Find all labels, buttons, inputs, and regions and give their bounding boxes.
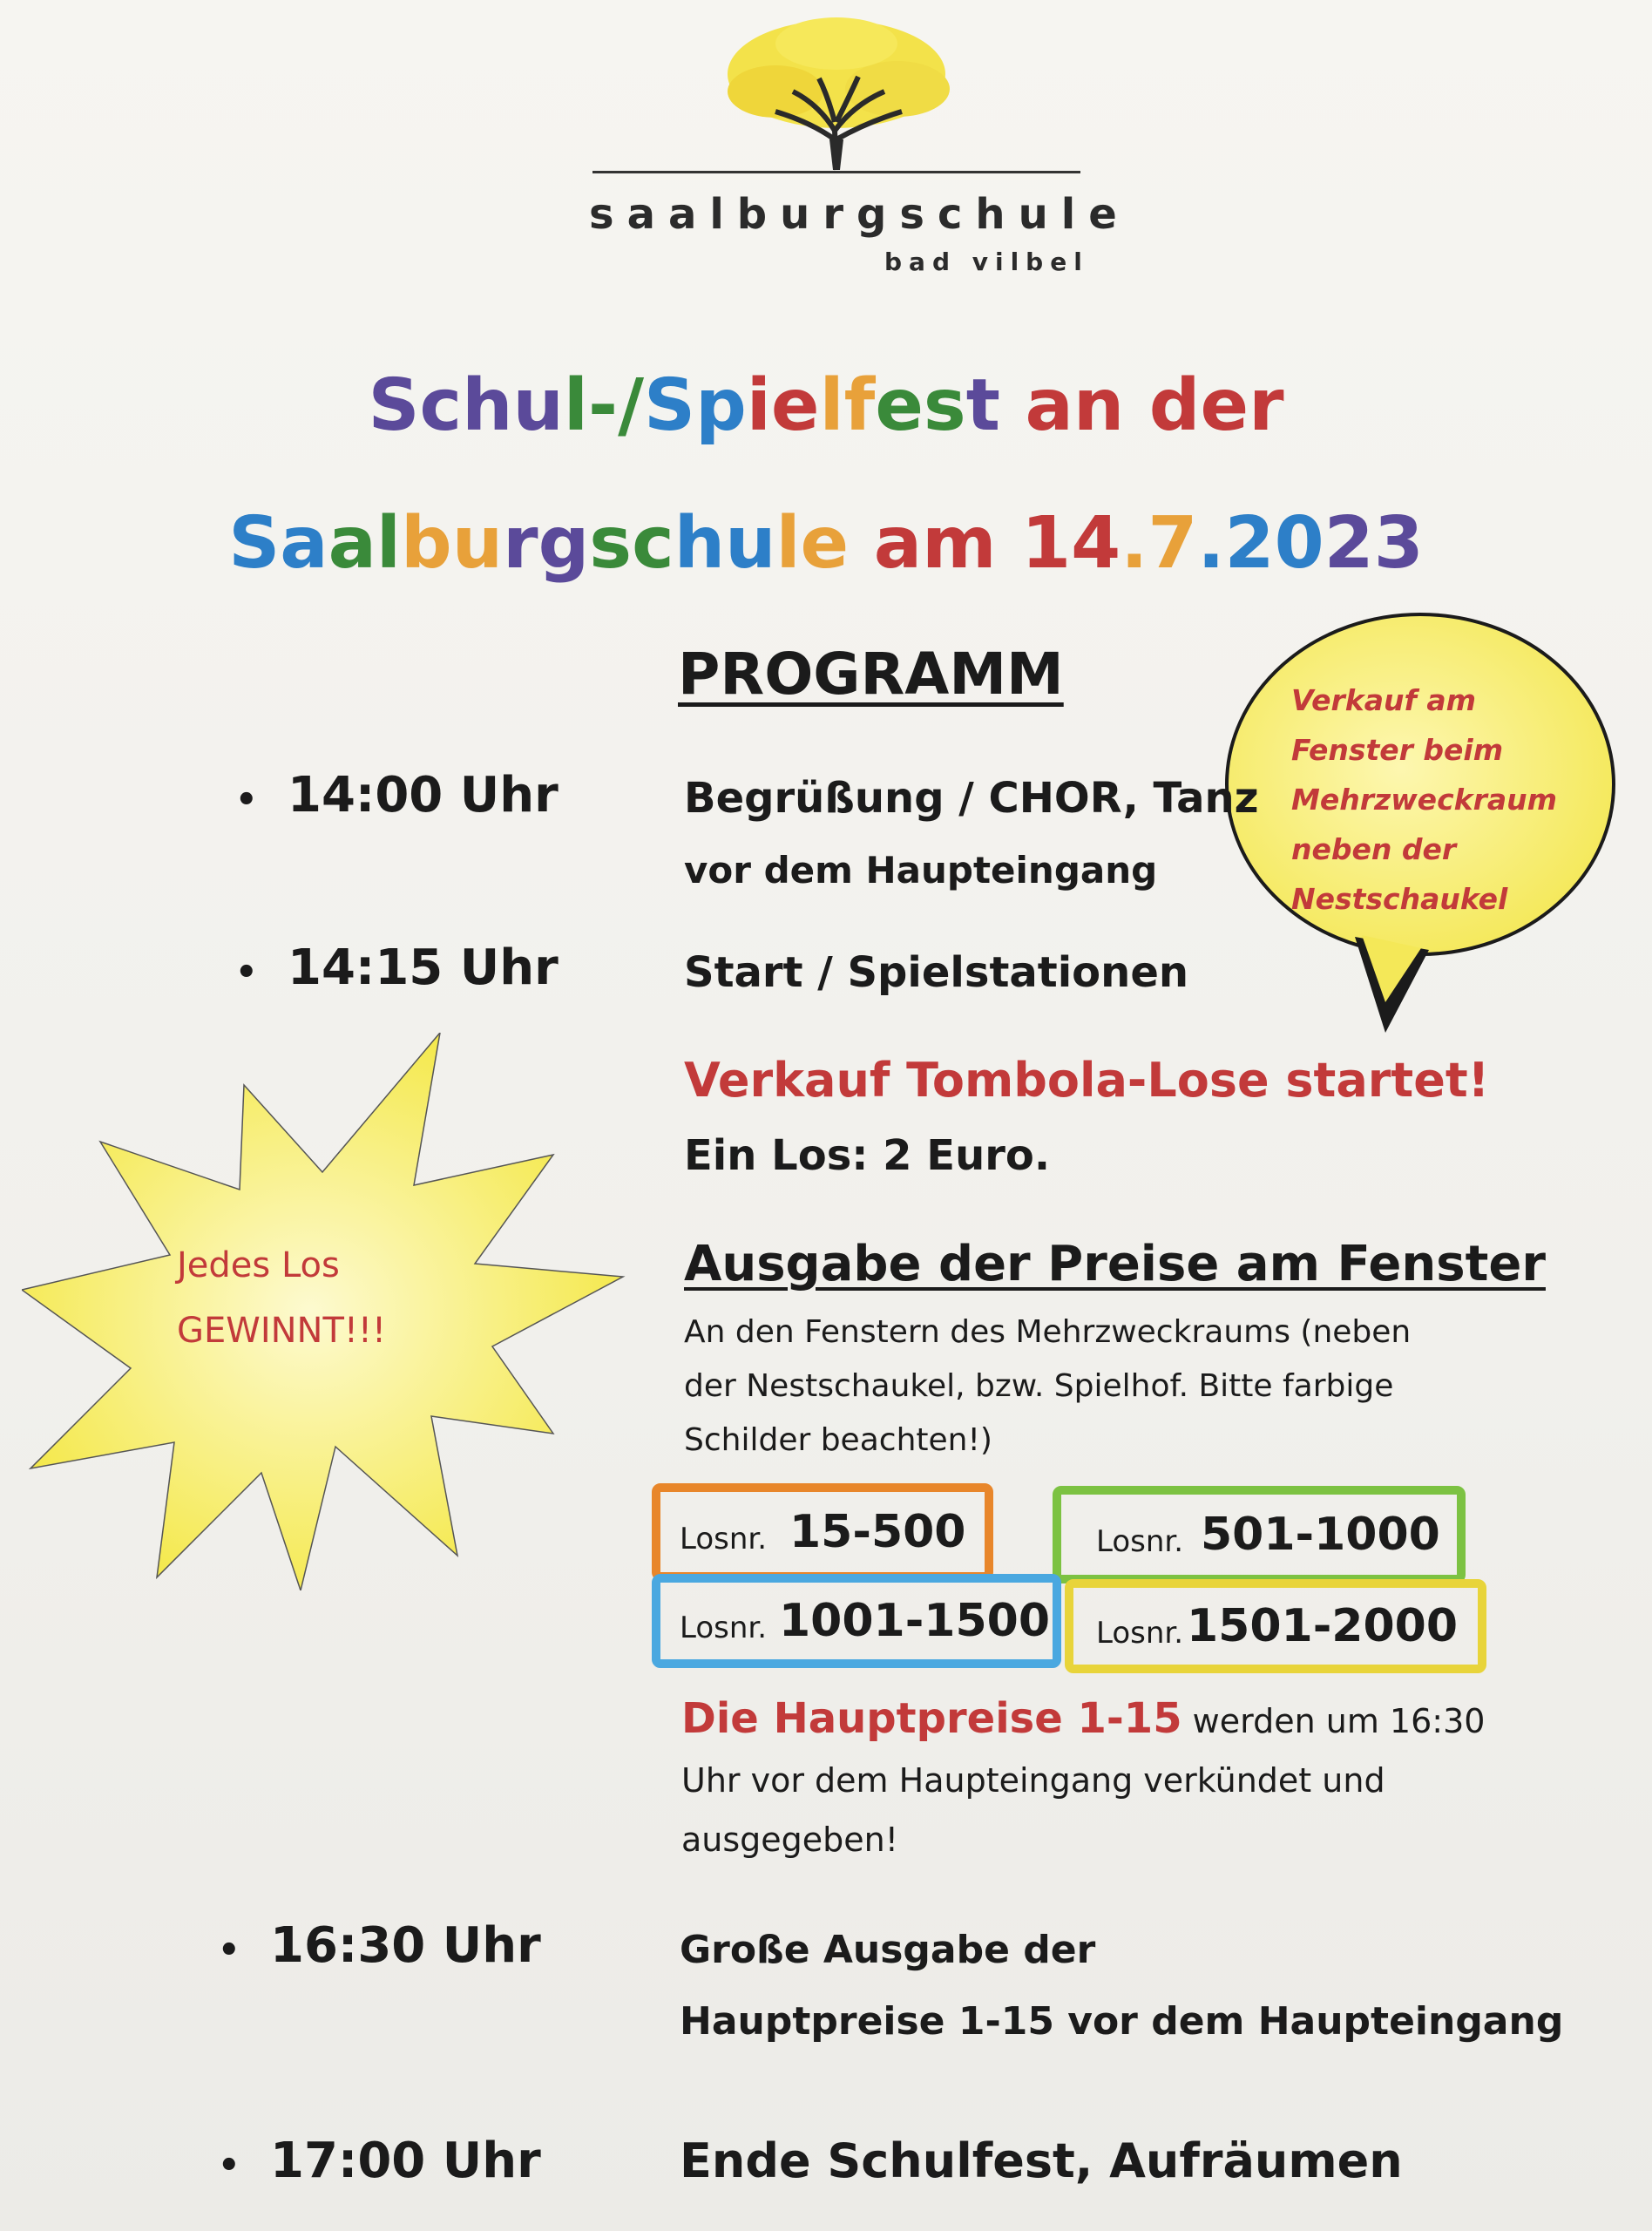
prizes-text-line: Schilder beachten!): [684, 1422, 992, 1458]
school-location: bad vilbel: [884, 248, 1089, 276]
prizes-text: [684, 1305, 1411, 1468]
title-fragment: hu: [462, 364, 564, 447]
title-fragment: .7: [1121, 502, 1198, 585]
title-fragment: t: [965, 364, 1000, 447]
losnr-range: 15-500: [789, 1506, 966, 1558]
school-name: saalburgschule: [589, 190, 1130, 239]
time-3: 16:30 Uhr: [270, 1917, 541, 1974]
losnr-label: Losnr.: [680, 1611, 768, 1645]
program-heading: PROGRAMM: [678, 641, 1064, 708]
logo-divider: [592, 171, 1080, 173]
bullet-icon: •: [218, 1930, 240, 1970]
bullet-icon: •: [235, 780, 258, 820]
losnr-label: Losnr.: [1096, 1616, 1184, 1651]
main-prizes-text: [681, 1689, 1485, 1869]
time-2: 14:15 Uhr: [288, 939, 559, 996]
title-fragment: Sp: [644, 364, 747, 447]
main-prizes-highlight: Die Hauptpreise 1-15: [681, 1694, 1182, 1743]
bubble-line: Nestschaukel: [1291, 882, 1508, 916]
bubble-text: [1291, 675, 1557, 924]
star-line: GEWINNT!!!: [177, 1311, 386, 1351]
losnr-box-yellow: [1065, 1579, 1486, 1673]
losnr-label: Losnr.: [680, 1522, 768, 1556]
starburst-text: [177, 1233, 386, 1364]
prizes-text-line: An den Fenstern des Mehrzweckraums (neben: [684, 1314, 1412, 1350]
title-fragment: der: [1124, 364, 1284, 447]
item-4-line-1: Ende Schulfest, Aufräumen: [680, 2133, 1403, 2188]
title-fragment: am: [849, 502, 997, 585]
title-fragment: l: [563, 364, 589, 447]
losnr-box-green: [1053, 1486, 1466, 1583]
title-fragment: 23: [1324, 502, 1424, 585]
item-2-line-1: Start / Spielstationen: [684, 948, 1189, 997]
main-prizes-line: ausgegeben!: [681, 1821, 898, 1859]
title-line-2: [0, 502, 1652, 585]
title-fragment: -/: [588, 364, 645, 447]
losnr-box-orange: [652, 1483, 993, 1581]
item-3-line-1: Große Ausgabe der: [680, 1928, 1096, 1972]
star-line: Jedes Los: [177, 1245, 340, 1285]
main-prizes-rest: werden um 16:30: [1181, 1702, 1486, 1740]
tombola-start: Verkauf Tombola-Lose startet!: [684, 1053, 1490, 1108]
losnr-label: Losnr.: [1096, 1524, 1184, 1559]
losnr-range: 501-1000: [1201, 1509, 1440, 1561]
title-fragment: 14: [996, 502, 1121, 585]
title-fragment: bu: [401, 502, 504, 585]
title-fragment: an: [999, 364, 1125, 447]
bullet-icon: •: [218, 2146, 240, 2186]
losnr-box-blue: [652, 1574, 1061, 1668]
prizes-text-line: der Nestschaukel, bzw. Spielhof. Bitte farbige: [684, 1368, 1394, 1404]
losnr-range: 1001-1500: [779, 1595, 1051, 1647]
main-prizes-line: Uhr vor dem Haupteingang verkündet und: [681, 1761, 1385, 1800]
title-fragment: Sa: [228, 502, 328, 585]
losnr-range: 1501-2000: [1187, 1600, 1459, 1652]
item-1-line-2: vor dem Haupteingang: [684, 849, 1158, 892]
title-fragment: .20: [1197, 502, 1324, 585]
item-1-line-1: Begrüßung / CHOR, Tanz: [684, 774, 1259, 823]
prizes-heading: Ausgabe der Preise am Fenster: [684, 1236, 1546, 1292]
tree-logo-icon: [714, 9, 958, 174]
bubble-line: neben der: [1291, 832, 1457, 866]
title-fragment: hu: [674, 502, 776, 585]
bullet-icon: •: [235, 953, 258, 993]
item-3-line-2: Hauptpreise 1-15 vor dem Haupteingang: [680, 1999, 1564, 2044]
title-fragment: lf: [819, 364, 876, 447]
title-fragment: le: [775, 502, 850, 585]
bubble-line: Mehrzweckraum: [1291, 783, 1557, 817]
title-fragment: es: [875, 364, 966, 447]
title-fragment: sc: [589, 502, 674, 585]
title-fragment: ie: [746, 364, 820, 447]
title-fragment: Sc: [368, 364, 463, 447]
title-line-1: [0, 364, 1652, 447]
bubble-line: Verkauf am: [1291, 683, 1477, 717]
time-1: 14:00 Uhr: [288, 767, 559, 824]
bubble-line: Fenster beim: [1291, 733, 1504, 767]
title-fragment: al: [328, 502, 402, 585]
tombola-price: Ein Los: 2 Euro.: [684, 1131, 1051, 1180]
title-fragment: rg: [503, 502, 590, 585]
time-4: 17:00 Uhr: [270, 2133, 541, 2189]
